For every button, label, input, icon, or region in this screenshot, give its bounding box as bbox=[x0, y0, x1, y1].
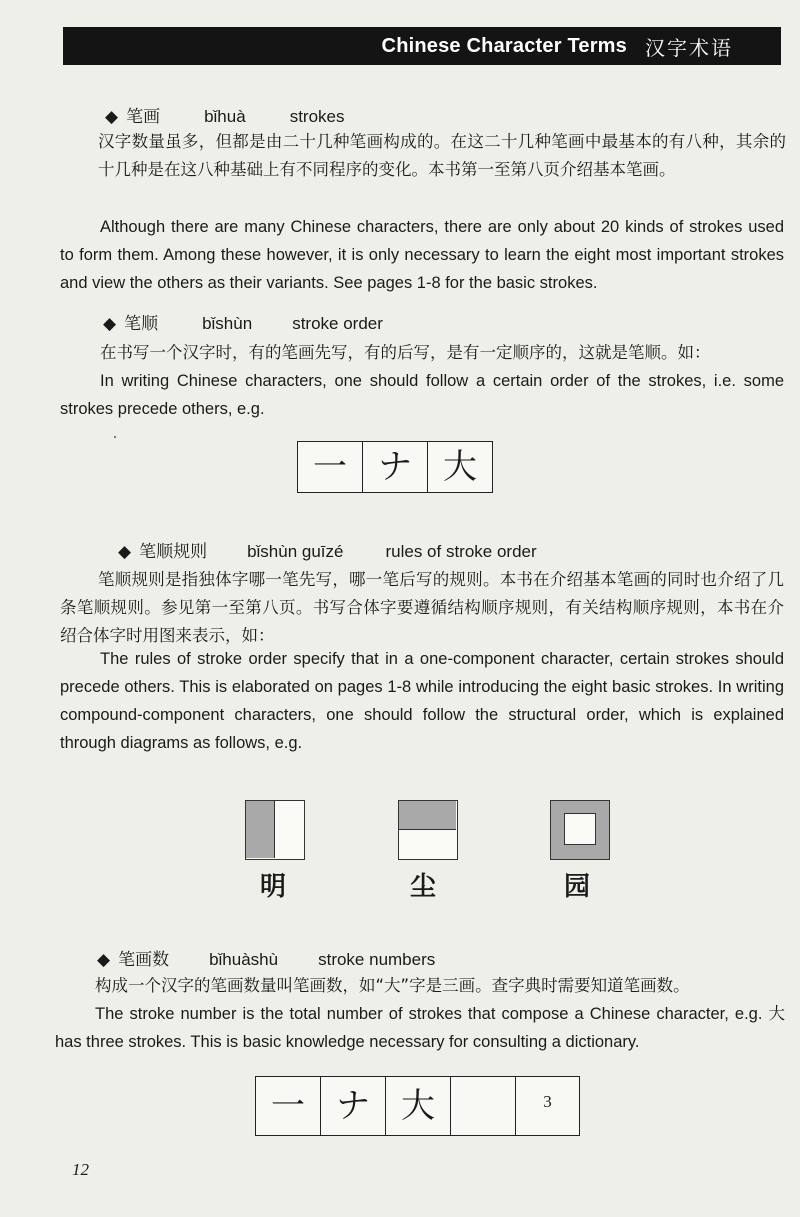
term-strokes bbox=[105, 102, 344, 127]
term-zh: 笔画数 bbox=[118, 950, 170, 970]
stroke-cell: 一 bbox=[313, 447, 347, 487]
term-pinyin: bǐhuà bbox=[204, 107, 246, 126]
term-pinyin: bǐhuàshù bbox=[209, 950, 279, 969]
paragraph-en: The rules of stroke order specify that in a one-component character, certain strokes should precede others. This is elaborated on pages 1-8 while introducing the eight basic strokes. In writing compound-component characters, one should follow the structural order, which is explained through diagrams as follows, e.g. bbox=[60, 650, 784, 752]
paragraph-en: Although there are many Chinese characters, there are only about 20 kinds of strokes used to form them. Among these however, it is only necessary to learn the eight most important strokes and view the others as their variants. See pages 1-8 for the basic strokes. bbox=[60, 218, 784, 292]
paragraph-zh bbox=[98, 128, 786, 184]
header-title-en: Chinese Character Terms bbox=[381, 34, 627, 57]
diagram-char: 尘 bbox=[410, 872, 437, 902]
diamond-icon: ◆ bbox=[118, 542, 132, 562]
term-stroke-numbers bbox=[97, 945, 435, 970]
stroke-cell: 一 bbox=[271, 1086, 305, 1126]
term-pinyin: bǐshùn bbox=[202, 314, 253, 333]
term-zh: 笔画 bbox=[126, 107, 161, 127]
header-bar bbox=[63, 27, 781, 65]
term-pinyin: bǐshùn guīzé bbox=[247, 542, 344, 561]
stroke-order-example bbox=[297, 441, 493, 493]
diagram-char: 园 bbox=[564, 872, 591, 902]
stroke-cell: 大 bbox=[427, 442, 492, 492]
term-en: strokes bbox=[289, 107, 345, 126]
diagram-enclosure bbox=[550, 800, 610, 860]
stroke-cell bbox=[450, 1077, 515, 1135]
diagram-top-bottom bbox=[398, 800, 458, 860]
diagram-left-right bbox=[245, 800, 305, 860]
term-en: rules of stroke order bbox=[385, 542, 537, 561]
paragraph-zh: 构成一个汉字的笔画数量叫笔画数，如“大”字是三画。查字典时需要知道笔画数。 bbox=[95, 976, 690, 995]
diamond-icon: ◆ bbox=[97, 950, 111, 970]
dot-mark bbox=[114, 436, 116, 438]
paragraph-zh: 在书写一个汉字时，有的笔画先写，有的后写，是有一定顺序的，这就是笔顺。如： bbox=[100, 343, 711, 362]
paragraph-en: The stroke number is the total number of strokes that compose a Chinese character, e.g. 大 has three strokes. This is basic knowledge necessary for consulting a dictionary. bbox=[55, 1005, 785, 1051]
term-zh: 笔顺规则 bbox=[139, 542, 208, 562]
page-number: 12 bbox=[72, 1160, 89, 1179]
term-rules-stroke-order bbox=[118, 537, 537, 562]
stroke-count-number: 3 bbox=[515, 1077, 579, 1135]
stroke-cell: ナ bbox=[320, 1077, 385, 1135]
term-en: stroke numbers bbox=[318, 950, 436, 969]
paragraph-zh-text: 汉字数量虽多，但都是由二十几种笔画构成的。在这二十几种笔画中最基本的有八种，其余的十几种是在这八种基础上有不同程序的变化。本书第一至第八页介绍基本笔画。 bbox=[98, 132, 786, 179]
stroke-cell: 大 bbox=[385, 1077, 450, 1135]
term-zh: 笔顺 bbox=[124, 314, 159, 334]
diamond-icon: ◆ bbox=[103, 314, 117, 334]
diagram-char: 明 bbox=[260, 872, 287, 902]
term-stroke-order bbox=[103, 309, 383, 334]
header-title-zh: 汉字术语 bbox=[645, 35, 733, 60]
stroke-cell: ナ bbox=[362, 442, 427, 492]
stroke-count-example bbox=[255, 1076, 580, 1136]
diamond-icon: ◆ bbox=[105, 107, 119, 127]
paragraph-zh: 笔顺规则是指独体字哪一笔先写，哪一笔后写的规则。本书在介绍基本笔画的同时也介绍了几条笔顺规则。参见第一至第八页。书写合体字要遵循结构顺序规则，有关结构顺序规则，本书在介绍合体字时用图来表示，如： bbox=[60, 570, 784, 645]
paragraph-en: In writing Chinese characters, one should follow a certain order of the strokes, i.e. some strokes precede others, e.g. bbox=[60, 372, 784, 418]
term-en: stroke order bbox=[292, 314, 383, 333]
